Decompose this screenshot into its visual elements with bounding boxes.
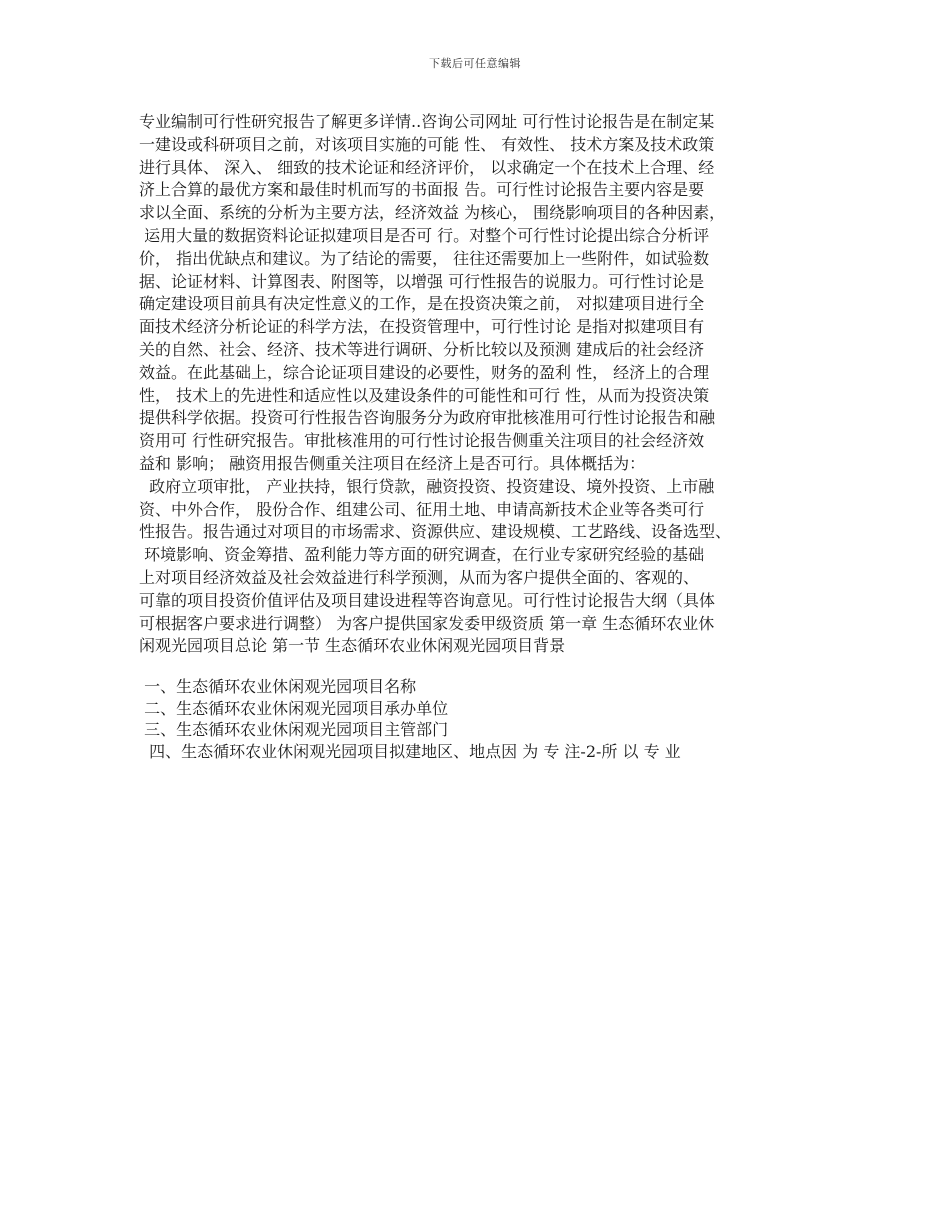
body-line: 闲观光园项目总论 第一节 生态循环农业休闲观光园项目背景 <box>139 636 566 656</box>
body-line: 性报告。报告通过对项目的市场需求、资源供应、建设规模、工艺路线、设备选型、 <box>139 522 732 542</box>
body-line: 环境影响、资金筹措、盈利能力等方面的研究调查，在行业专家研究经验的基础 <box>139 545 705 565</box>
body-line: 济上合算的最优方案和最佳时机而写的书面报 告。可行性讨论报告主要内容是要 <box>139 180 705 200</box>
body-line: 资用可 行性研究报告。审批核准用的可行性讨论报告侧重关注项目的社会经济效 <box>139 431 705 451</box>
body-line: 关的自然、社会、经济、技术等进行调研、分析比较以及预测 建成后的社会经济 <box>139 339 705 359</box>
body-line: 据、论证材料、计算图表、附图等，以增强 可行性报告的说服力。可行性讨论是 <box>139 271 705 291</box>
body-line: 效益。在此基础上，综合论证项目建设的必要性，财务的盈利 性， 经济上的合理 <box>139 362 710 382</box>
body-line: 价， 指出优缺点和建议。为了结论的需要， 往往还需要加上一些附件，如试验数 <box>139 248 710 268</box>
body-line: 面技术经济分析论证的科学方法，在投资管理中，可行性讨论 是指对拟建项目有 <box>139 317 705 337</box>
page-header-note: 下载后可任意编辑 <box>429 57 521 70</box>
body-line: 确定建设项目前具有决定性意义的工作，是在投资决策之前， 对拟建项目进行全 <box>139 294 705 314</box>
body-line: 上对项目经济效益及社会效益进行科学预测，从而为客户提供全面的、客观的、 <box>139 567 700 587</box>
outline-item: 四、生态循环农业休闲观光园项目拟建地区、地点因 为 专 注-2-所 以 专 业 <box>139 741 681 761</box>
body-line: 可靠的项目投资价值评估及项目建设进程等咨询意见。可行性讨论报告大纲（具体 <box>139 590 716 610</box>
body-line: 资、中外合作， 股份合作、组建公司、征用土地、申请高新技术企业等各类可行 <box>139 499 705 519</box>
outline-item: 一、生态循环农业休闲观光园项目名称 <box>139 677 417 697</box>
body-line: 性， 技术上的先进性和适应性以及建设条件的可能性和可行 性，从而为投资决策 <box>139 385 710 405</box>
outline-item: 三、生态循环农业休闲观光园项目主管部门 <box>139 720 449 740</box>
outline-item: 二、生态循环农业休闲观光园项目承办单位 <box>139 698 449 718</box>
body-line: 专业编制可行性研究报告了解更多详情..咨询公司网址 可行性讨论报告是在制定某 <box>139 112 715 131</box>
body-line: 进行具体、 深入、 细致的技术论证和经济评价， 以求确定一个在技术上合理、经 <box>139 157 715 177</box>
body-line: 求以全面、系统的分析为主要方法，经济效益 为核心， 围绕影响项目的各种因素， <box>139 203 726 223</box>
body-line: 提供科学依据。投资可行性报告咨询服务分为政府审批核准用可行性讨论报告和融 <box>139 408 716 428</box>
body-line: 可根据客户要求进行调整） 为客户提供国家发委甲级资质 第一章 生态循环农业休 <box>139 613 715 633</box>
body-line: 运用大量的数据资料论证拟建项目是否可 行。对整个可行性讨论提出综合分析评 <box>139 225 710 245</box>
body-line: 政府立项审批， 产业扶持，银行贷款，融资投资、投资建设、境外投资、上市融 <box>139 476 715 496</box>
body-paragraph <box>139 111 823 658</box>
document-content <box>139 111 823 762</box>
outline-list <box>139 676 823 762</box>
body-line: 益和 影响； 融资用报告侧重关注项目在经济上是否可行。具体概括为： <box>139 453 646 473</box>
body-line: 一建设或科研项目之前，对该项目实施的可能 性、 有效性、 技术方案及技术政策 <box>139 134 715 154</box>
